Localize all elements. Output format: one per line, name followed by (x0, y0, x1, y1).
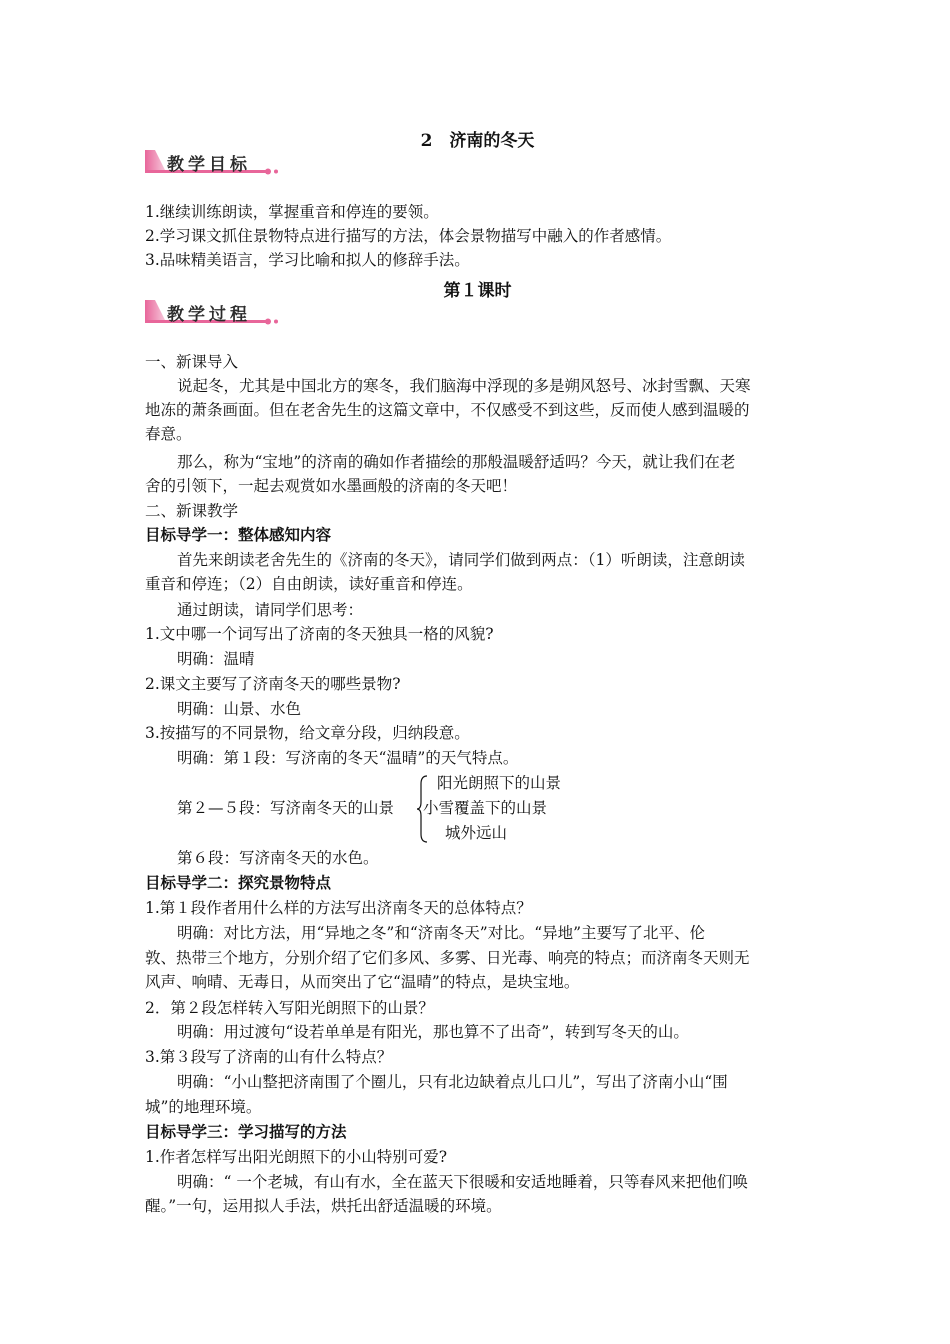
lesson-period-title: 第１课时 (443, 281, 512, 301)
paragraph-line: 春意。 (145, 425, 192, 443)
heading-goal-2: 目标导学二：探究景物特点 (145, 873, 332, 892)
answer: 明确：温晴 (177, 650, 255, 668)
heading-goal-3: 目标导学三：学习描写的方法 (145, 1122, 347, 1141)
paragraph-line: 说起冬，尤其是中国北方的寒冬，我们脑海中浮现的多是朔风怒号、冰封雪飘、天寒 (177, 377, 751, 395)
paragraph-line: 舍的引领下，一起去观赏如水墨画般的济南的冬天吧！ (145, 477, 518, 495)
section-label-process: 教学过程 (167, 305, 251, 325)
answer: 明确：第１段：写济南的冬天“温晴”的天气特点。 (177, 749, 519, 767)
paragraph-line: 通过朗读，请同学们思考： (177, 601, 364, 619)
goal-item: 3.品味精美语言，学习比喻和拟人的修辞手法。 (145, 251, 470, 269)
answer: 醒。”一句，运用拟人手法，烘托出舒适温暖的环境。 (145, 1197, 502, 1215)
heading-goal-1: 目标导学一：整体感知内容 (145, 525, 332, 544)
section-label-goals: 教学目标 (167, 155, 251, 175)
lesson-title: 2 济南的冬天 (420, 131, 535, 151)
section-banner-process (145, 298, 280, 328)
goal-item: 1.继续训练朗读，掌握重音和停连的要领。 (145, 203, 439, 221)
section-banner-goals (145, 148, 280, 178)
paragraph-line: 首先来朗读老舍先生的《济南的冬天》，请同学们做到两点：（1）听朗读，注意朗读 (177, 551, 745, 569)
heading-intro: 一、新课导入 (145, 353, 239, 371)
answer: 明确：对比方法，用“异地之冬”和“济南冬天”对比。“异地”主要写了北平、伦 (177, 924, 706, 942)
paragraph-line: 地冻的萧条画面。但在老舍先生的这篇文章中，不仅感受不到这些，反而使人感到温暖的 (145, 401, 750, 419)
answer: 第６段：写济南冬天的水色。 (177, 849, 379, 867)
answer: 明确：用过渡句“设若单单是有阳光，那也算不了出奇”，转到写冬天的山。 (177, 1023, 689, 1041)
question: 1.第１段作者用什么样的方法写出济南冬天的总体特点？ (145, 899, 532, 917)
answer: 敦、热带三个地方，分别介绍了它们多风、多雾、日光毒、响亮的特点；而济南冬天则无 (145, 949, 750, 967)
answer: 明确：山景、水色 (177, 700, 302, 718)
question: 2.课文主要写了济南冬天的哪些景物? (145, 675, 401, 693)
heading-new-lesson: 二、新课教学 (145, 502, 239, 520)
segment-label: 第２—５段：写济南冬天的山景 (177, 799, 395, 817)
question: 3.按描写的不同景物，给文章分段，归纳段意。 (145, 724, 470, 742)
paragraph-line: 那么，称为“宝地”的济南的确如作者描绘的那般温暖舒适吗？今天，就让我们在老 (177, 453, 736, 471)
answer: 风声、响晴、无毒日，从而突出了它“温晴”的特点，是块宝地。 (145, 973, 580, 991)
answer: 明确：“小山整把济南围了个圈儿，只有北边缺着点儿口儿”，写出了济南小山“围 (177, 1073, 728, 1091)
question: 2．第２段怎样转入写阳光朗照下的山景？ (145, 999, 434, 1017)
answer: 明确：“ 一个老城，有山有水，全在蓝天下很暖和安适地睡着，只等春风来把他们唤 (177, 1173, 748, 1191)
question: 3.第３段写了济南的山有什么特点？ (145, 1048, 393, 1066)
question: 1.作者怎样写出阳光朗照下的小山特别可爱? (145, 1148, 448, 1166)
segment-item: 小雪覆盖下的山景 (423, 799, 548, 817)
question: 1.文中哪一个词写出了济南的冬天独具一格的风貌? (145, 625, 494, 643)
answer: 城”的地理环境。 (145, 1098, 262, 1116)
segment-item: 阳光朗照下的山景 (437, 774, 562, 792)
segment-item: 城外远山 (445, 824, 508, 842)
goal-item: 2.学习课文抓住景物特点进行描写的方法，体会景物描写中融入的作者感情。 (145, 227, 672, 245)
paragraph-line: 重音和停连；（2）自由朗读，读好重音和停连。 (145, 575, 473, 593)
